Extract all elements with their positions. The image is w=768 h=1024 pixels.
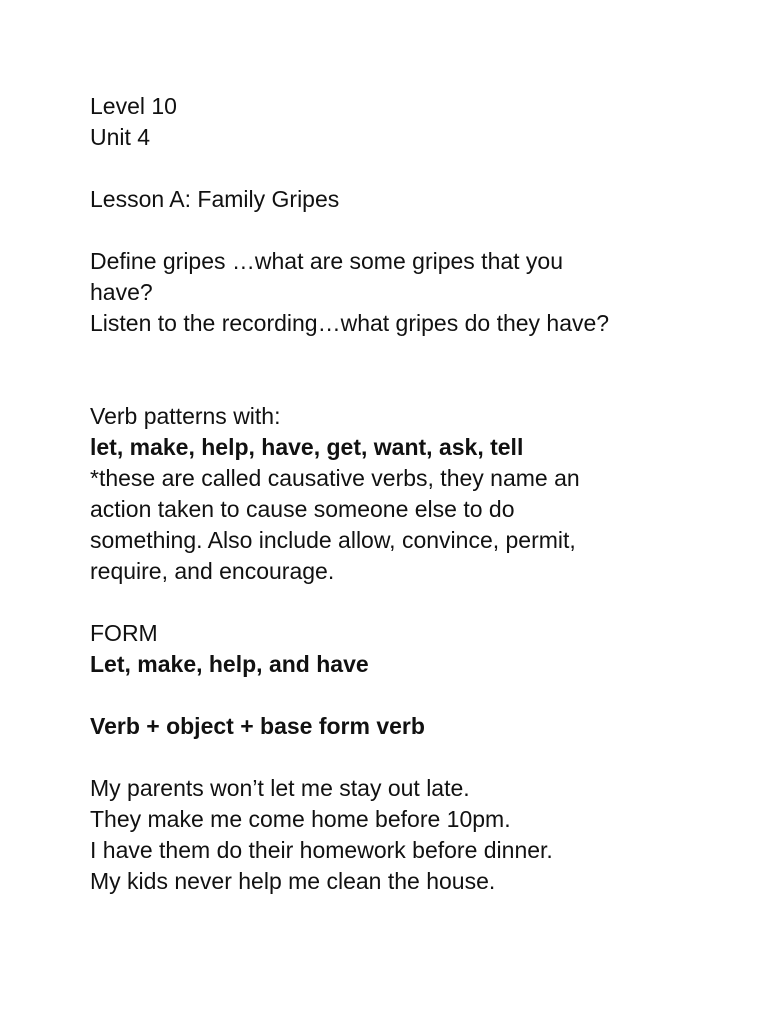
unit-heading: Unit 4 [90,124,151,150]
causative-note-line: require, and encourage. [90,558,335,584]
example-sentence: I have them do their homework before dinner. [90,837,553,863]
example-sentence: My parents won’t let me stay out late. [90,775,470,801]
causative-note-line: something. Also include allow, convince, permit, [90,527,576,553]
question-line: Define gripes …what are some gripes that you [90,248,564,274]
verb-patterns-intro: Verb patterns with: [90,403,281,429]
causative-note-line: *these are called causative verbs, they name an [90,465,580,491]
document-page [90,91,730,897]
example-sentence: My kids never help me clean the house. [90,868,496,894]
spacer [90,215,730,246]
lesson-title: Lesson A: Family Gripes [90,186,340,212]
causative-note-line: action taken to cause someone else to do [90,496,515,522]
form-pattern: Verb + object + base form verb [90,713,425,739]
example-sentence: They make me come home before 10pm. [90,806,511,832]
spacer [90,742,730,773]
spacer [90,680,730,711]
spacer [90,153,730,184]
spacer [90,339,730,401]
question-line: have? [90,279,153,305]
level-heading: Level 10 [90,93,177,119]
spacer [90,587,730,618]
causative-verbs-list: let, make, help, have, get, want, ask, tell [90,434,524,460]
question-line: Listen to the recording…what gripes do they have? [90,310,610,336]
form-label: FORM [90,620,158,646]
form-subtitle: Let, make, help, and have [90,651,369,677]
